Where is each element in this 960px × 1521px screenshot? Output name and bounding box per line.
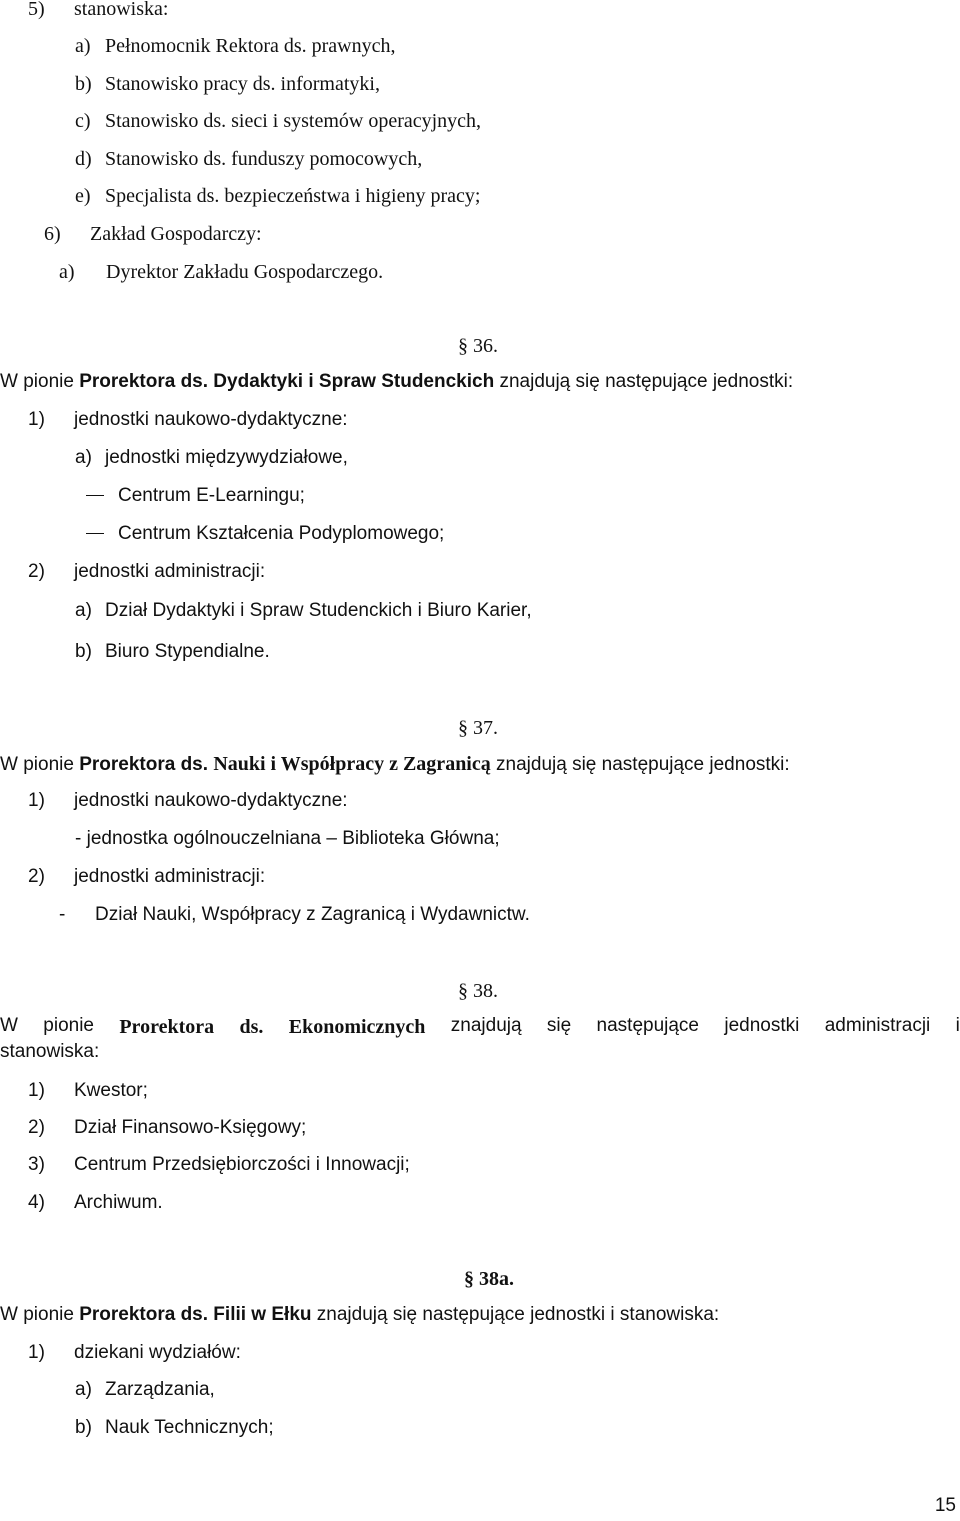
section-38-intro: W pionie Prorektora ds. Ekonomicznych znajdują się następujące jednostki administracji i: [0, 1015, 960, 1038]
section-38a-heading: § 38a.: [464, 1268, 514, 1290]
section-38-item-1: 1) Kwestor;: [28, 1080, 148, 1101]
section-37-point-2: 2) jednostki administracji:: [28, 866, 266, 887]
section-37-point-1-item: - jednostka ogólnouczelniana – Biblioteka Główna;: [75, 828, 500, 849]
item-5: 5) stanowiska:: [28, 0, 169, 20]
dash-bullet: [86, 533, 104, 534]
dash-bullet: [86, 495, 104, 496]
section-37-point-2-item: - Dział Nauki, Współpracy z Zagranicą i Wydawnictw.: [59, 904, 530, 925]
section-36-heading: § 36.: [458, 335, 498, 357]
section-38a-point-1a: a) Zarządzania,: [75, 1379, 215, 1400]
section-38-heading: § 38.: [458, 980, 498, 1002]
section-36-dash-item-2: Centrum Kształcenia Podyplomowego;: [86, 524, 444, 545]
section-36-point-2: 2) jednostki administracji:: [28, 561, 266, 582]
section-36-dash-item-1: Centrum E-Learningu;: [86, 486, 305, 507]
page-number: 15: [934, 1495, 956, 1516]
item-6a: a) Dyrektor Zakładu Gospodarczego.: [59, 261, 384, 283]
section-38-item-4: 4) Archiwum.: [28, 1192, 163, 1213]
section-36-point-2b: b) Biuro Stypendialne.: [75, 641, 270, 662]
section-36-point-1a: a) jednostki międzywydziałowe,: [75, 447, 348, 468]
section-36-intro: W pionie Prorektora ds. Dydaktyki i Spraw Studenckich znajdują się następujące jednostki:: [0, 371, 794, 392]
section-38a-point-1b: b) Nauk Technicznych;: [75, 1417, 274, 1438]
section-37-point-1: 1) jednostki naukowo-dydaktyczne:: [28, 790, 348, 811]
section-37-heading: § 37.: [458, 717, 498, 739]
section-38-item-2: 2) Dział Finansowo-Księgowy;: [28, 1117, 307, 1138]
item-5e: e) Specjalista ds. bezpieczeństwa i higieny pracy;: [75, 185, 481, 207]
item-6: 6) Zakład Gospodarczy:: [44, 223, 262, 245]
item-5a: a) Pełnomocnik Rektora ds. prawnych,: [75, 35, 396, 57]
section-38-intro-line-2: stanowiska:: [0, 1041, 100, 1062]
item-5b: b) Stanowisko pracy ds. informatyki,: [75, 73, 380, 95]
section-38-item-3: 3) Centrum Przedsiębiorczości i Innowacji;: [28, 1154, 410, 1175]
section-36-point-2a: a) Dział Dydaktyki i Spraw Studenckich i Biuro Karier,: [75, 600, 532, 621]
section-38a-point-1: 1) dziekani wydziałów:: [28, 1342, 241, 1363]
section-38a-intro: W pionie Prorektora ds. Filii w Ełku znajdują się następujące jednostki i stanowiska:: [0, 1304, 720, 1325]
section-36-point-1: 1) jednostki naukowo-dydaktyczne:: [28, 409, 348, 430]
section-37-intro: W pionie Prorektora ds. Nauki i Współpracy z Zagranicą znajdują się następujące jednostki:: [0, 753, 790, 775]
item-5c: c) Stanowisko ds. sieci i systemów operacyjnych,: [75, 110, 482, 132]
item-5d: d) Stanowisko ds. funduszy pomocowych,: [75, 148, 423, 170]
